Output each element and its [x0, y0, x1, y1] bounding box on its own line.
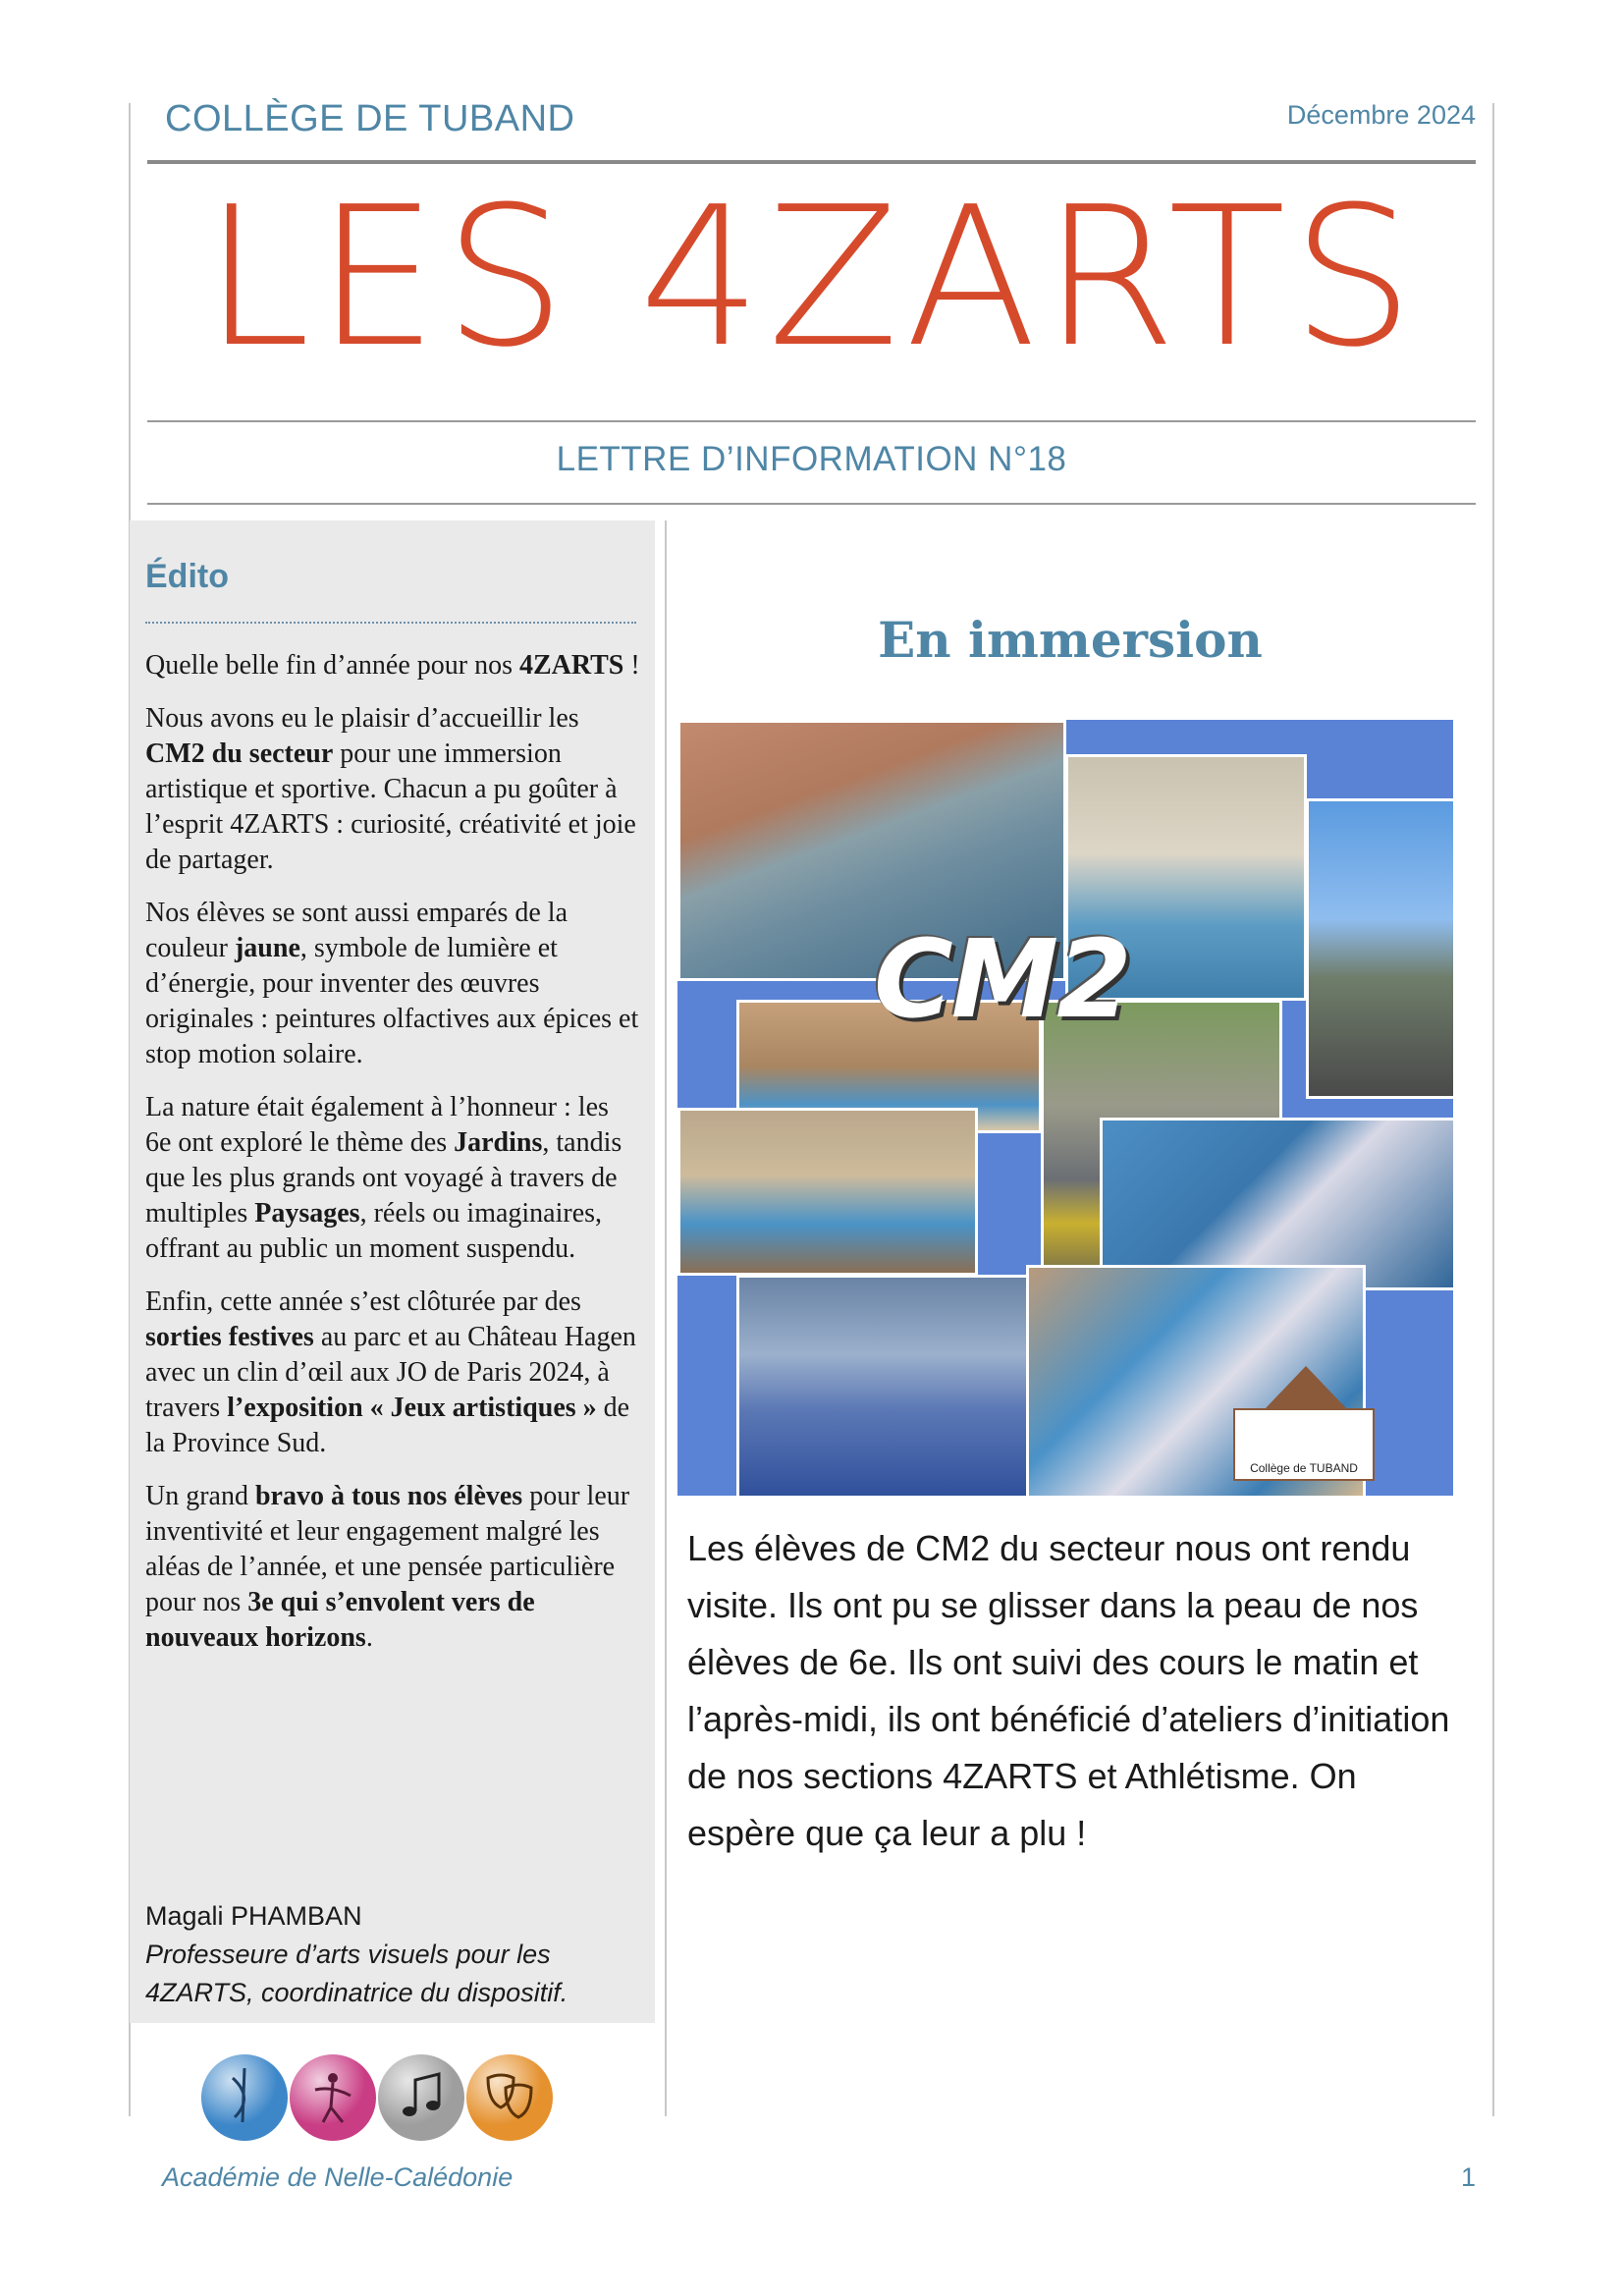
photo-dance-hall: [677, 1108, 978, 1276]
college-logo-text: Collège de TUBAND: [1250, 1461, 1358, 1475]
page-number: 1: [1460, 2162, 1476, 2192]
article-body: Les élèves de CM2 du secteur nous ont rendu visite. Ils ont pu se glisser dans la peau de nos élèves de 6e. Ils ont suivi des cours le matin et l’après-midi, ils ont bénéficié d’ateliers d’initiation de nos sections 4ZARTS et Athlétisme. On espère que ça leur a plu !: [687, 1528, 1450, 1853]
dotted-divider: [145, 622, 636, 624]
music-ball-icon: [378, 2054, 464, 2141]
edito-paragraph-5: Enfin, cette année s’est clôturée par des sorties festives au parc et au Château Hagen avec un clin d’œil aux JO de Paris 2024, à travers l’exposition « Jeux artistiques » de la Province Sud.: [145, 1286, 636, 1458]
edito-paragraph-3: Nos élèves se sont aussi emparés de la couleur jaune, symbole de lumière et d’énergie, pour inventer des œuvres originales : peintures olfactives aux épices et stop motion solaire.: [145, 898, 639, 1069]
edito-paragraph-4: La nature était également à l’honneur : les 6e ont exploré le thème des Jardins, tandis que les plus grands ont voyagé à travers de multiples Paysages, réels ou imaginaires, offrant au public un moment suspendu.: [145, 1092, 622, 1264]
photo-collage: [677, 720, 1453, 1496]
photo-palm-trees: [1306, 798, 1453, 1099]
edito-sidebar: [130, 520, 655, 2023]
masthead-title: LES 4ZARTS: [203, 166, 1420, 390]
edito-paragraph-6: Un grand bravo à tous nos élèves pour leur inventivité et leur engagement malgré les aléas de l’année, et une pensée particulière pour nos 3e qui s’envolent vers de nouveaux horizons.: [145, 1481, 630, 1653]
4zarts-logo: [201, 2054, 565, 2153]
school-name: COLLÈGE DE TUBAND: [165, 98, 575, 139]
issue-number: LETTRE D’INFORMATION N°18: [556, 440, 1067, 478]
theatre-ball-icon: [466, 2054, 553, 2141]
college-logo-stamp: [1233, 1408, 1375, 1481]
collage-cm2-label: CM2: [874, 916, 1130, 1042]
edito-title: Édito: [145, 558, 229, 595]
frame-right-line: [1492, 103, 1494, 2116]
issue-bottom-rule: [147, 503, 1476, 505]
column-divider: [665, 520, 667, 2116]
issue-date: Décembre 2024: [1286, 100, 1476, 130]
house-roof-icon: [1265, 1366, 1347, 1409]
masthead-bottom-rule: [147, 420, 1476, 422]
dance-ball-icon: [290, 2054, 376, 2141]
author-name: Magali PHAMBAN: [145, 1901, 362, 1931]
article-title: En immersion: [878, 611, 1263, 669]
visual-arts-ball-icon: [201, 2054, 288, 2141]
edito-signature: [145, 1897, 641, 2012]
header-rule: [147, 160, 1476, 164]
edito-paragraph-1: Quelle belle fin d’année pour nos 4ZARTS !: [145, 650, 640, 681]
academy-name: Académie de Nelle-Calédonie: [162, 2162, 514, 2192]
author-role: Professeure d’arts visuels pour les 4ZARTS, coordinatrice du dispositif.: [145, 1940, 568, 2007]
edito-paragraph-2: Nous avons eu le plaisir d’accueillir les CM2 du secteur pour une immersion artistique et sportive. Chacun a pu goûter à l’esprit 4ZARTS : curiosité, créativité et joie de partager.: [145, 703, 636, 875]
edito-body: [145, 648, 641, 1673]
